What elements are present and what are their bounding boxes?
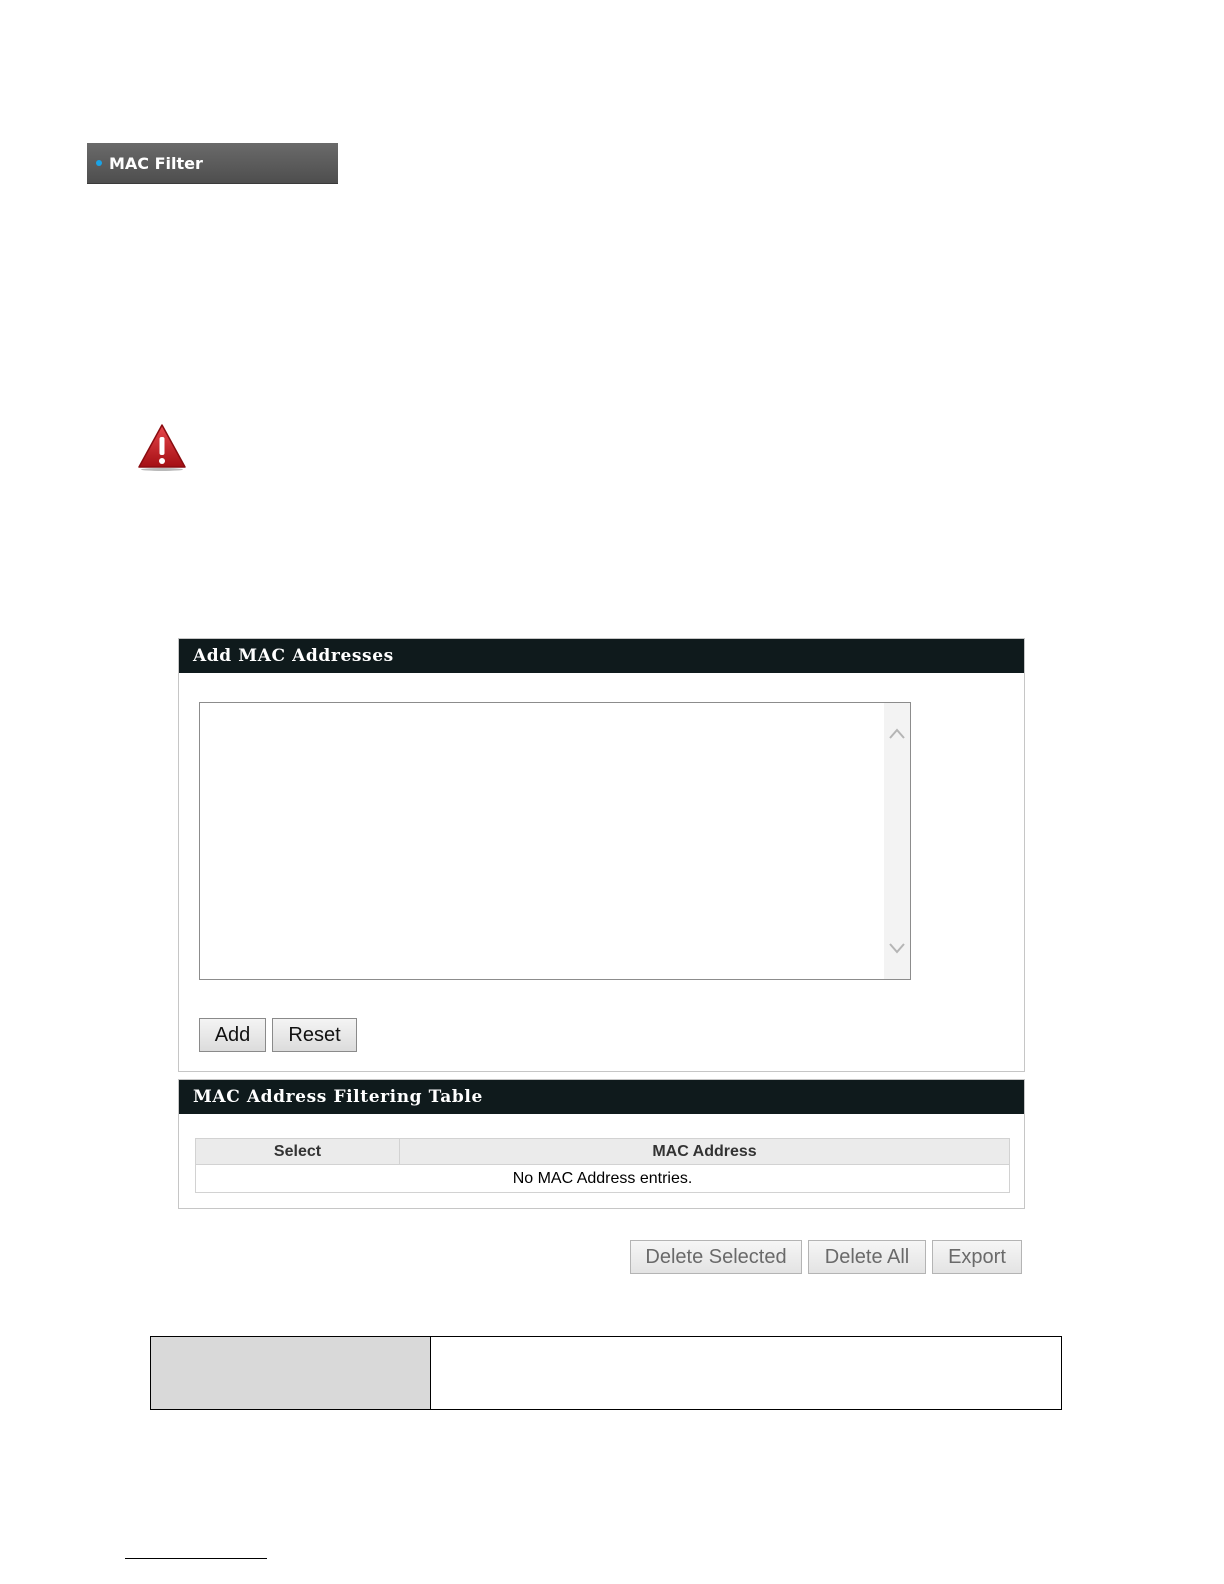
table-row: [196, 1165, 1010, 1193]
column-header-mac-address: MAC Address: [400, 1139, 1010, 1165]
add-button[interactable]: Add: [199, 1018, 266, 1052]
chevron-up-icon[interactable]: [888, 725, 906, 743]
mac-filter-table-panel: [178, 1079, 1025, 1209]
mac-addresses-textarea[interactable]: [200, 703, 884, 979]
footnote-separator: [125, 1558, 267, 1559]
delete-selected-button[interactable]: Delete Selected: [630, 1240, 802, 1274]
description-value-cell: [431, 1337, 1062, 1410]
table-header-row: [196, 1139, 1010, 1165]
delete-all-button[interactable]: Delete All: [808, 1240, 926, 1274]
warning-icon: [137, 423, 187, 471]
reset-button[interactable]: Reset: [272, 1018, 357, 1052]
chevron-down-icon[interactable]: [888, 939, 906, 957]
section-title: MAC Filter: [109, 154, 203, 173]
mac-filter-table: [195, 1138, 1010, 1193]
export-button[interactable]: Export: [932, 1240, 1022, 1274]
add-mac-panel: [178, 638, 1025, 1072]
description-label-cell: [151, 1337, 431, 1410]
textarea-scrollbar[interactable]: [884, 703, 910, 979]
mac-textarea-frame: [199, 702, 911, 980]
section-title-badge: [87, 143, 338, 184]
description-table: [150, 1336, 1062, 1410]
table-row: [151, 1337, 1062, 1410]
bullet-icon: [96, 160, 102, 166]
add-mac-panel-header: Add MAC Addresses: [179, 639, 1024, 673]
empty-table-message: No MAC Address entries.: [196, 1165, 1010, 1193]
mac-filter-table-header: MAC Address Filtering Table: [179, 1080, 1024, 1114]
column-header-select: Select: [196, 1139, 400, 1165]
